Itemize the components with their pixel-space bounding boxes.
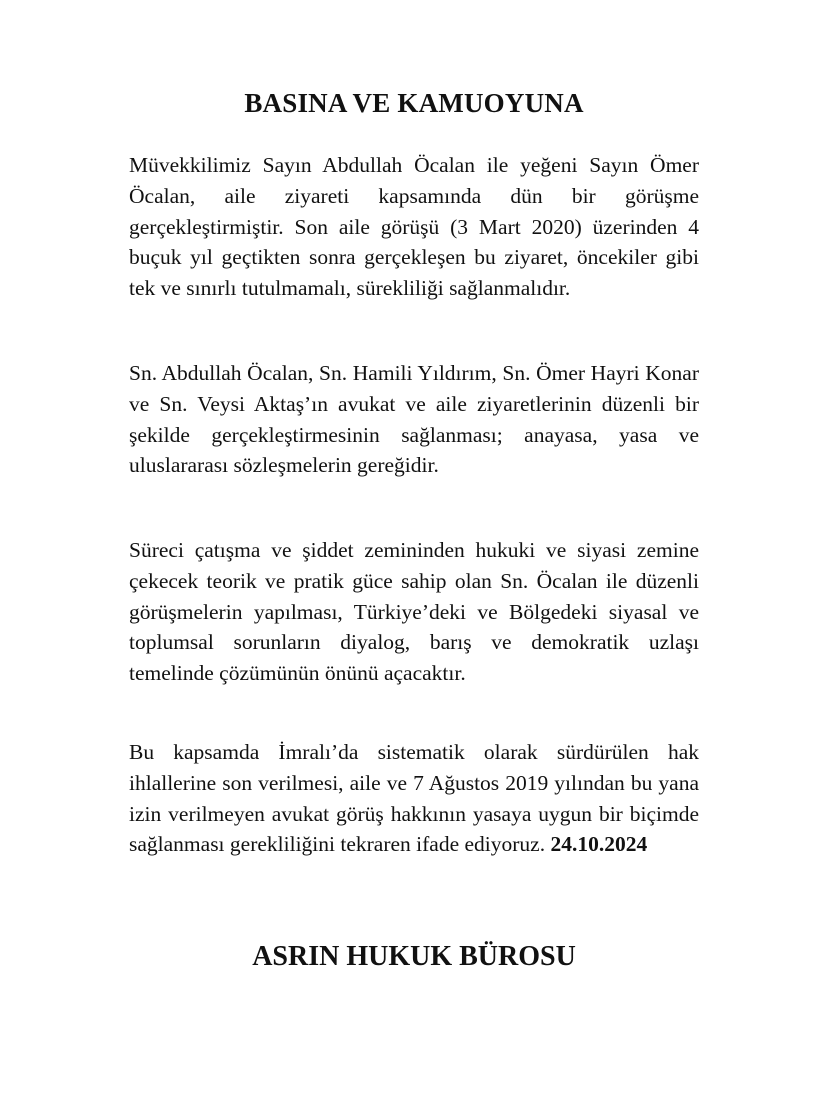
- document-date: 24.10.2024: [550, 832, 648, 857]
- document-title: BASINA VE KAMUOYUNA: [244, 88, 584, 118]
- paragraph-4-text: Bu kapsamda İmralı’da sistematik olarak sürdürülen hak ihlallerine son verilmesi, aile ve 7 Ağustos 2019 yılından bu yana izin verilmeyen avukat görüş hakkının yasaya uygun bir biçimde sağlanması gerekliliğini tekraren ifade ediyoruz.: [129, 740, 699, 857]
- signature-firm-name: ASRIN HUKUK BÜROSU: [252, 941, 576, 972]
- paragraph-4: [129, 737, 699, 860]
- paragraph-1: Müvekkilimiz Sayın Abdullah Öcalan ile yeğeni Sayın Ömer Öcalan, aile ziyareti kapsamında dün bir görüşme gerçekleştirmiştir. Son aile görüşü (3 Mart 2020) üzerinden 4 buçuk yıl geçtikten sonra gerçekleşen bu ziyaret, öncekiler gibi tek ve sınırlı tutulmamalı, sürekliliği sağlanmalıdır.: [129, 153, 699, 301]
- paragraph-2: Sn. Abdullah Öcalan, Sn. Hamili Yıldırım, Sn. Ömer Hayri Konar ve Sn. Veysi Aktaş’ın avukat ve aile ziyaretlerinin düzenli bir şekilde gerçekleştirmesinin sağlanması; anayasa, yasa ve uluslararası sözleşmelerin gereğidir.: [129, 361, 699, 478]
- paragraph-3: Süreci çatışma ve şiddet zemininden hukuki ve siyasi zemine çekecek teorik ve pratik güce sahip olan Sn. Öcalan ile düzenli görüşmelerin yapılması, Türkiye’deki ve Bölgedeki siyasal ve toplumsal sorunların diyalog, barış ve demokratik uzlaşı temelinde çözümünün önünü açacaktır.: [129, 538, 699, 686]
